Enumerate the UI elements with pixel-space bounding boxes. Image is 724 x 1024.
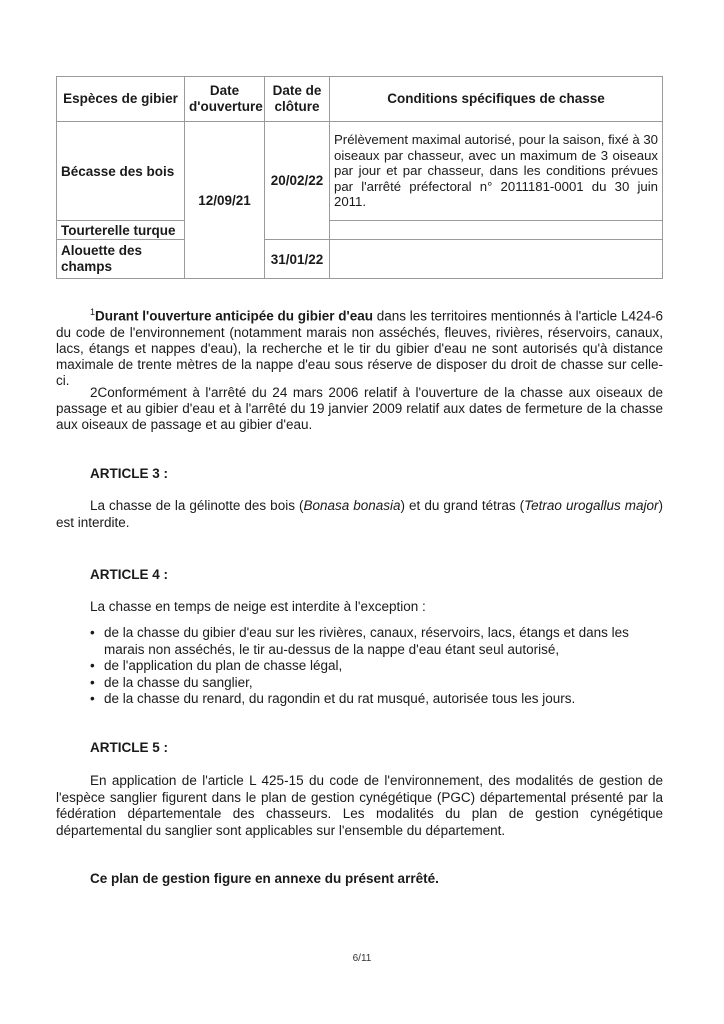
list-item-text: de la chasse du gibier d'eau sur les rivières, canaux, réservoirs, lacs, étangs et dans les marais non asséchés, le tir au-dessus de la nappe d'eau étant seul autorisé, [104, 625, 629, 657]
list-item-text: de l'application du plan de chasse légal, [104, 658, 343, 673]
closing-date-cell: 31/01/22 [265, 240, 330, 279]
closing-date-cell: 20/02/22 [265, 122, 330, 240]
conditions-cell [330, 240, 663, 279]
footnote-2: 2Conformément à l'arrêté du 24 mars 2006 relatif à l'ouverture de la chasse aux oiseaux de passage et au gibier d'eau et à l'arrêté du 19 janvier 2009 relatif aux dates de fermeture de la chasse aux oiseaux de passage et au gibier d'eau. [56, 385, 663, 433]
footnote-1-text: dans les territoires mentionnés à l'article L424-6 du code de l'environnement (notamment marais non asséchés, fleuves, rivières, réservoirs, canaux, lacs, étangs et nappes d'eau), la recherche et le tir du gibier d'eau ne sont autorisés qu'à distance maximale de trente mètres de la nappe d'eau sous réserve de disposer du droit de chasse sur celle-ci. [56, 308, 663, 389]
footnote-marker: 1 [90, 307, 96, 317]
conditions-cell: Prélèvement maximal autorisé, pour la saison, fixé à 30 oiseaux par chasseur, avec un maximum de 3 oiseaux par jour et par chasseur, dans les conditions prévues par l'arrêté préfectoral n° 2011181-0001 du 30 juin 2011. [330, 122, 663, 221]
article-4-intro: La chasse en temps de neige est interdite à l'exception : [90, 599, 426, 614]
article-3-title: ARTICLE 3 : [90, 466, 169, 481]
species-latin-name: Bonasa bonasia [303, 498, 401, 513]
species-cell: Alouette des champs [57, 240, 185, 279]
bullet: • [90, 625, 95, 640]
header-opening-date: Date d'ouverture [185, 77, 265, 122]
article-3-text [56, 498, 663, 531]
article-4-title: ARTICLE 4 : [90, 567, 169, 582]
conditions-cell [330, 221, 663, 240]
species-latin-name: Tetrao urogallus major [524, 498, 659, 513]
species-cell: Bécasse des bois [57, 122, 185, 221]
species-cell: Tourterelle turque [57, 221, 185, 240]
list-item [90, 625, 668, 658]
hunting-dates-table [56, 76, 663, 279]
article-3-text-part: ) est interdite. [56, 498, 663, 530]
list-item-text: de la chasse du renard, du ragondin et du rat musqué, autorisée tous les jours. [104, 691, 576, 706]
list-item [90, 691, 668, 708]
header-species: Espèces de gibier [57, 77, 185, 122]
footnote-1-bold: Durant l'ouverture anticipée du gibier d'eau [95, 308, 373, 324]
article-5-note: Ce plan de gestion figure en annexe du présent arrêté. [90, 871, 439, 886]
bullet: • [90, 674, 95, 690]
opening-date-cell: 12/09/21 [185, 122, 265, 279]
footnote-1 [56, 304, 663, 390]
table-header-row [57, 77, 663, 122]
header-conditions: Conditions spécifiques de chasse [330, 77, 663, 122]
article-3-text-part: La chasse de la gélinotte des bois ( [90, 498, 304, 513]
table-row [57, 221, 663, 240]
list-item [90, 675, 668, 692]
article-5-title: ARTICLE 5 : [90, 740, 169, 755]
bullet: • [90, 691, 95, 706]
table-row [57, 122, 663, 221]
header-closing-date: Date de clôture [265, 77, 330, 122]
page-number: 6/11 [352, 953, 372, 964]
article-5-text: En application de l'article L 425-15 du code de l'environnement, des modalités de gestion de l'espèce sanglier figurent dans le plan de gestion cynégétique (PGC) départemental présenté par la fédération départementale des chasseurs. Les modalités du plan de gestion cynégétique départemental du sanglier sont applicables sur l'ensemble du département. [56, 773, 663, 838]
list-item [90, 658, 668, 675]
article-4-exceptions-list [90, 625, 668, 708]
list-item-text: de la chasse du sanglier, [104, 674, 253, 690]
article-3-text-part: ) et du grand tétras ( [400, 498, 525, 513]
table-row [57, 240, 663, 279]
bullet: • [90, 658, 95, 673]
